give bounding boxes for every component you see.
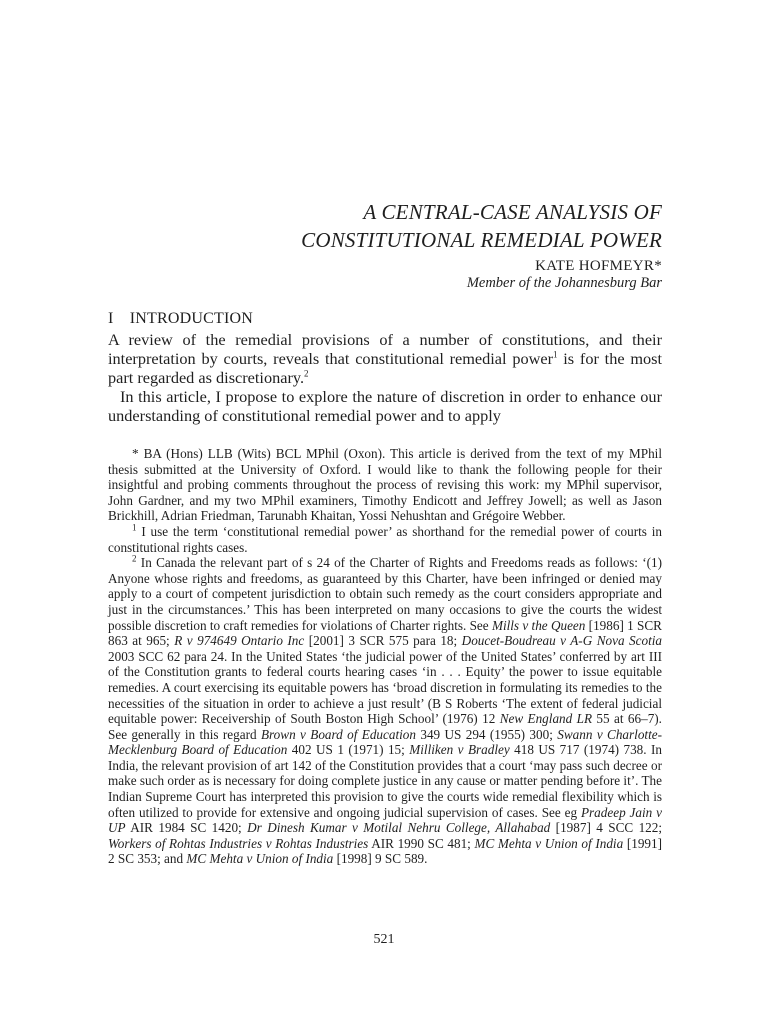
author-footnote-mark: * — [654, 258, 662, 274]
body-text — [108, 330, 662, 425]
case-citation: MC Mehta v Union of India — [474, 835, 624, 851]
case-citation: Brown v Board of Education — [260, 726, 416, 742]
case-citation: Dr Dinesh Kumar v Motilal Nehru College, Allahabad — [247, 820, 551, 836]
footnote-2-text: [1991] 2 SC 353; and — [108, 835, 662, 867]
footnote-2-text: AIR 1984 SC 1420; — [125, 820, 248, 836]
footnote-1-mark: 1 — [132, 522, 137, 533]
case-citation: Workers of Rohtas Industries v Rohtas Industries — [108, 835, 369, 851]
article-title-line-2: CONSTITUTIONAL REMEDIAL POWER — [301, 228, 662, 252]
case-citation: MC Mehta v Union of India — [186, 851, 334, 867]
footnote-1 — [108, 524, 662, 555]
footnote-1-text: I use the term ‘constitutional remedial power’ as shorthand for the remedial power of courts in constitutional rights cases. — [108, 523, 662, 555]
footnote-2 — [108, 555, 662, 867]
article-title-line-1: A CENTRAL-CASE ANALYSIS OF — [363, 200, 662, 224]
case-citation: Mills v the Queen — [491, 617, 586, 633]
author-name-text: KATE HOFMEYR — [535, 258, 655, 274]
paragraph-1 — [108, 330, 662, 387]
author-name — [535, 258, 662, 275]
case-citation: Swann v Charlotte-Mecklenburg Board of Education — [108, 726, 662, 758]
section-heading: I INTRODUCTION — [108, 310, 254, 327]
footnote-star-mark: * — [132, 446, 139, 461]
footnotes — [108, 446, 662, 867]
journal-citation: New England LR — [499, 711, 593, 727]
footnote-2-text: 55 at 66–7). See generally in this regard — [108, 711, 662, 742]
case-citation: R v 974649 Ontario Inc — [174, 633, 305, 649]
footnote-star-text: BA (Hons) LLB (Wits) BCL MPhil (Oxon). This article is derived from the text of my MPhil thesis submitted at the University of Oxford. I would like to thank the following people for their insightful and probing comments throughout the process of revising this work: my MPhil supervisor, John Gardner, and my two MPhil examiners, Timothy Endicott and Jeffrey Jowell; as well as Jason Brickhill, Adrian Friedman, Tarunabh Khaitan, Yossi Nehushtan and Grégoire Webber. — [108, 446, 662, 524]
footnote-2-text: 402 US 1 (1971) 15; — [287, 742, 410, 758]
case-citation: Milliken v Bradley — [409, 742, 510, 758]
footnote-2-text: 2003 SCC 62 para 24. In the United States ‘the judicial power of the United States’ conferred by art III of the Constitution grants to federal courts hearing cases ‘in . . . Equity’ the power to issue equitable remedies. A court exercising its equitable powers has ‘broad discretion in formulating its remedies to the necessities of the situation in order to achieve a just result’ (B S Roberts ‘The extent of federal judicial equitable power: Receivership of South Boston High School’ (1976) 12 — [108, 648, 662, 727]
footnote-star — [108, 446, 662, 524]
page-number: 521 — [373, 932, 395, 947]
case-citation: Pradeep Jain v UP — [108, 804, 662, 836]
footnote-2-text: 418 US 717 (1974) 738. In India, the relevant provision of art 142 of the Constitution provides that a court ‘may pass such decree or make such order as is necessary for doing complete justice in any cause or matter pending before it’. The Indian Supreme Court has interpreted this provision to give the courts wide remedial flexibility which is often utilized to provide for extensive and ongoing judicial supervision of cases. See eg — [108, 742, 662, 820]
footnote-2-text: AIR 1990 SC 481; — [368, 835, 475, 851]
footnote-2-text: [2001] 3 SCR 575 para 18; — [304, 633, 462, 649]
footnote-2-mark: 2 — [132, 553, 137, 564]
footnote-2-text: In Canada the relevant part of s 24 of the Charter of Rights and Freedoms reads as follows: ‘(1) Anyone whose rights and freedoms, as guaranteed by this Charter, have been infringed or denied may apply to a court of competent jurisdiction to obtain such remedy as the court considers appropriate and just in the circumstances.’ This has been interpreted on many occasions to give the courts the widest possible discretion to craft remedies for violations of Charter rights. See — [108, 555, 662, 633]
footnote-2-text: 349 US 294 (1955) 300; — [415, 726, 558, 742]
paragraph-2: In this article, I propose to explore the nature of discretion in order to enhance our understanding of constitutional remedial power and to apply — [108, 387, 662, 425]
footnote-ref-2: 2 — [304, 368, 309, 379]
author-affiliation: Member of the Johannesburg Bar — [466, 275, 662, 291]
paragraph-1-text-a: A review of the remedial provisions of a number of constitutions, and their interpretation by courts, reveals that constitutional remedial power — [108, 330, 662, 368]
footnote-ref-1: 1 — [553, 349, 558, 360]
case-citation: Doucet-Boudreau v A-G Nova Scotia — [461, 633, 662, 649]
paragraph-1-text-b: is for the most part regarded as discretionary. — [108, 349, 662, 387]
footnote-2-text: [1998] 9 SC 589. — [333, 851, 428, 867]
footnote-2-text: [1987] 4 SCC 122; — [550, 820, 663, 836]
footnote-2-text: [1986] 1 SCR 863 at 965; — [108, 617, 662, 649]
